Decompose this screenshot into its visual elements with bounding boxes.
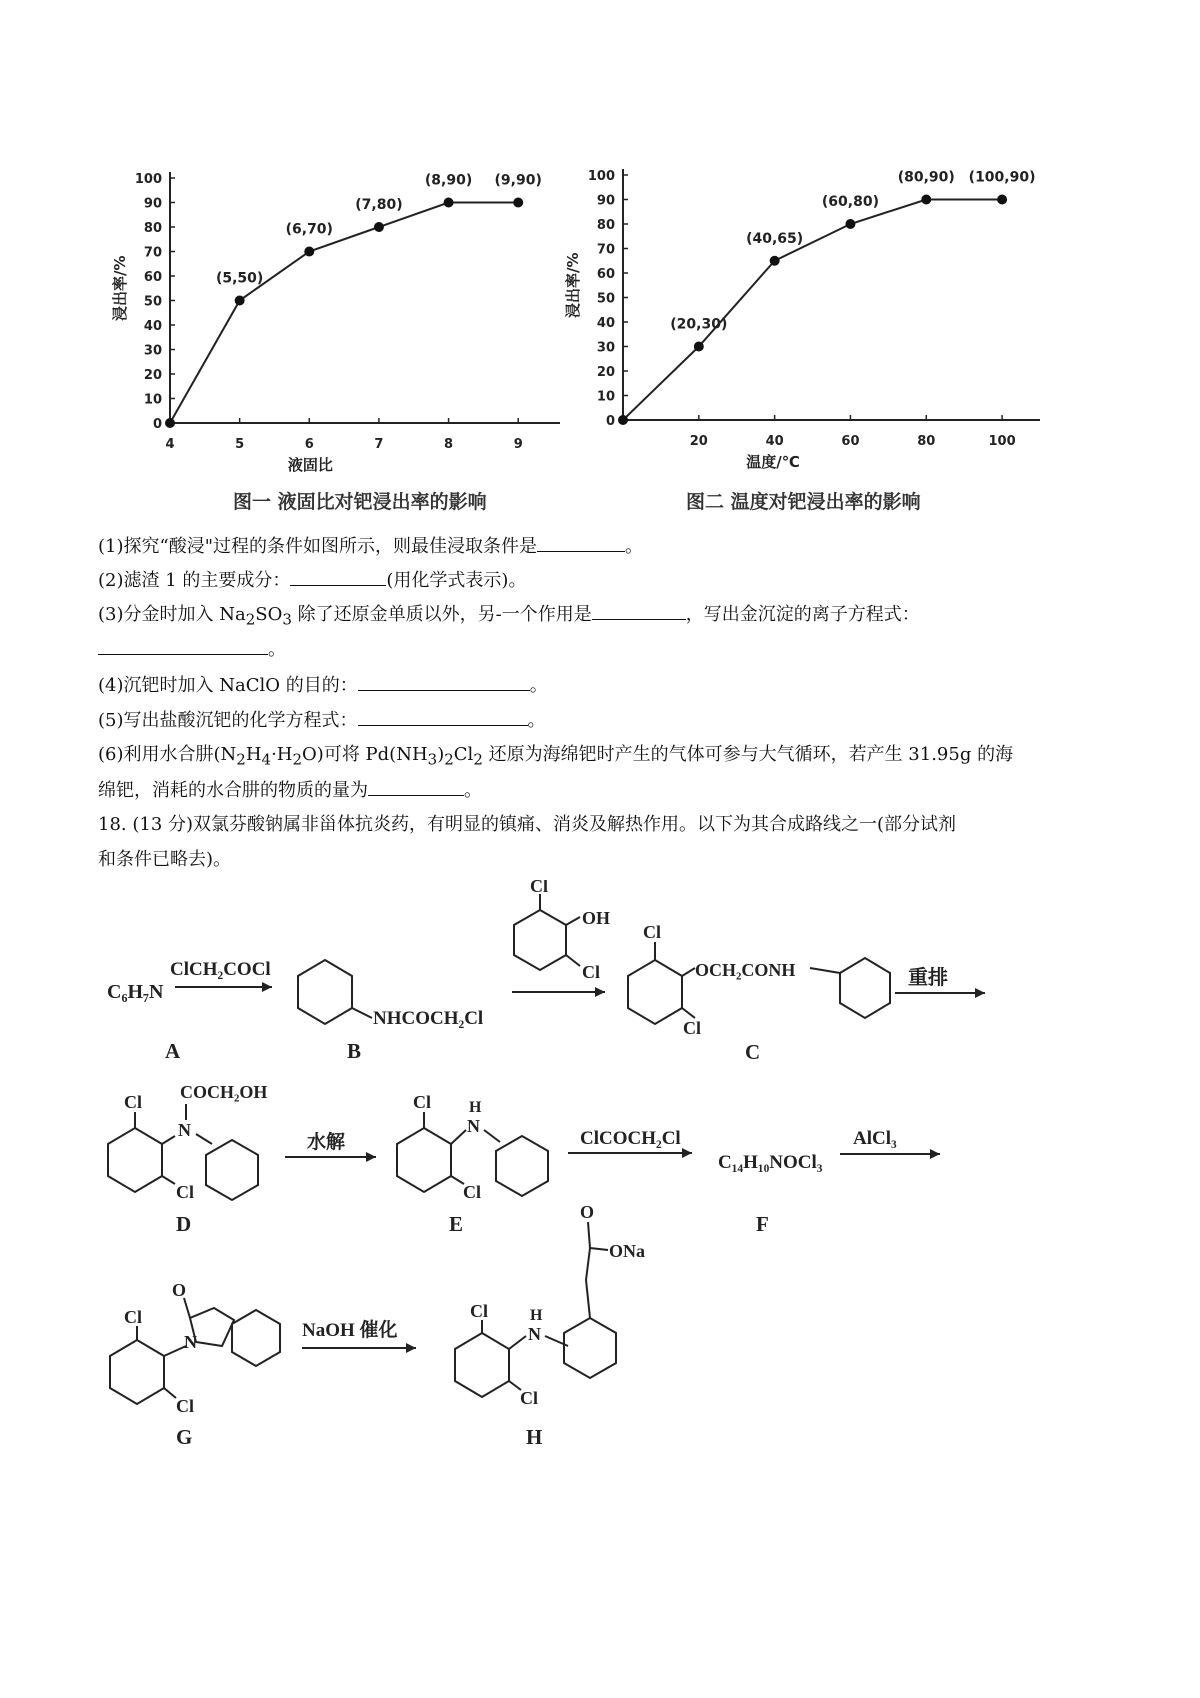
y-tick-label: 20 [596, 365, 615, 380]
compound-g-n: N [184, 1332, 197, 1352]
alcl3-label: AlCl₃ [853, 1128, 897, 1149]
y-tick-label: 60 [596, 267, 615, 282]
question-18-line-2: 和条件已略去)。 [98, 849, 232, 870]
label-e: E [449, 1212, 464, 1236]
answer-blank-4[interactable] [358, 672, 530, 691]
answer-blank-5[interactable] [358, 707, 528, 726]
x-tick-label: 20 [689, 434, 708, 449]
y-tick-label: 10 [143, 392, 162, 408]
reagent-1: ClCH₂COCl [170, 959, 271, 980]
y-tick-label: 90 [143, 196, 162, 212]
data-label: (20,30) [670, 316, 728, 333]
x-tick-label: 80 [917, 434, 936, 449]
compound-f-formula: C₁₄H₁₀NOCl₃ [718, 1152, 823, 1173]
compound-h-o: O [580, 1202, 595, 1222]
x-tick-label: 8 [444, 437, 454, 452]
compound-a-formula: C₆H₇N [107, 981, 164, 1003]
question-4: (4)沉钯时加入 NaClO 的目的： 。 [98, 672, 548, 699]
y-tick-label: 80 [143, 221, 162, 236]
data-label: (8,90) [424, 172, 473, 189]
label-b: B [347, 1039, 362, 1063]
x-tick-label: 40 [765, 434, 784, 449]
data-point [921, 195, 931, 205]
compound-h-cl-bottom: Cl [520, 1388, 538, 1408]
y-tick-label: 0 [152, 417, 162, 432]
chart-liquid-solid-ratio [100, 150, 570, 480]
y-tick-label: 40 [596, 316, 615, 331]
compound-h-cl-top: Cl [470, 1301, 488, 1321]
y-tick-label: 80 [596, 218, 615, 233]
data-label: (80,90) [897, 169, 955, 186]
y-tick-label: 30 [143, 343, 162, 359]
y-axis-label: 浸出率/% [564, 252, 582, 319]
compound-e-cl-bottom: Cl [463, 1182, 481, 1202]
x-tick-label: 5 [235, 437, 245, 452]
data-point [235, 296, 245, 306]
x-tick-label: 7 [374, 437, 384, 452]
data-label: (7,80) [355, 197, 403, 213]
answer-blank-6[interactable] [368, 777, 464, 796]
y-tick-label: 0 [605, 414, 615, 429]
data-point [304, 247, 314, 257]
x-tick-label: 6 [304, 437, 314, 452]
y-tick-label: 90 [596, 193, 615, 209]
data-label: (9,90) [494, 172, 542, 189]
compound-c-group: OCH₂CONH [695, 960, 796, 980]
chart-1-caption: 图一 液固比对钯浸出率的影响 [233, 491, 487, 513]
compound-e-cl-top: Cl [413, 1092, 431, 1112]
y-tick-label: 20 [143, 368, 162, 383]
y-tick-label: 30 [596, 340, 615, 356]
x-tick-label: 60 [841, 434, 860, 449]
series-line [170, 203, 518, 424]
naoh-catalyst-label: NaOH 催化 [302, 1320, 398, 1341]
compound-c-structure [628, 942, 890, 1024]
label-g: G [176, 1425, 193, 1449]
chart-temperature [555, 140, 1055, 480]
reagent-2: ClCOCH₂Cl [580, 1128, 681, 1149]
question-3-line-2: 。 [98, 636, 286, 663]
y-tick-label: 40 [143, 319, 162, 334]
compound-d-group: COCH₂OH [180, 1082, 268, 1102]
chart-2-caption: 图二 温度对钯浸出率的影响 [686, 491, 921, 513]
compound-b-group: NHCOCH₂Cl [373, 1008, 484, 1029]
data-point [618, 415, 628, 425]
data-point [444, 198, 454, 208]
compound-d-cl-bottom: Cl [176, 1182, 194, 1202]
y-tick-label: 50 [143, 294, 162, 310]
x-axis-label: 液固比 [287, 456, 333, 474]
data-label: (60,80) [821, 194, 880, 210]
synthesis-scheme [0, 880, 1200, 1600]
label-a: A [165, 1039, 181, 1063]
data-point [513, 198, 523, 208]
y-tick-label: 100 [587, 169, 615, 184]
compound-e-n: N [467, 1116, 480, 1136]
hydrolysis-label: 水解 [307, 1132, 346, 1153]
data-point [374, 222, 384, 232]
y-tick-label: 50 [596, 291, 615, 307]
question-3: (3)分金时加入 $Na_2SO_3$ 除了还原金单质以外，另-一个作用是 ，写出金沉淀的离子方程式： [98, 601, 920, 633]
y-tick-label: 70 [596, 242, 615, 258]
compound-d-cl-top: Cl [124, 1092, 142, 1112]
data-point [165, 418, 175, 428]
y-tick-label: 100 [134, 172, 162, 187]
chart-2-svg [555, 140, 1055, 480]
synthesis-scheme-svg [0, 880, 1200, 1600]
data-point [770, 256, 780, 266]
dichlorophenol-structure [514, 894, 580, 970]
compound-d-n: N [178, 1120, 191, 1140]
compound-h-ona: ONa [609, 1241, 645, 1261]
data-point [845, 219, 855, 229]
compound-g-o: O [172, 1280, 187, 1300]
answer-blank-2[interactable] [290, 567, 386, 586]
label-f: F [756, 1212, 769, 1236]
data-label: (100,90) [968, 169, 1036, 186]
y-tick-label: 10 [596, 389, 615, 405]
x-tick-label: 4 [165, 437, 175, 452]
compound-e-h: H [469, 1099, 482, 1116]
answer-blank-3b[interactable] [98, 636, 268, 655]
data-label: (5,50) [215, 270, 264, 287]
question-1: (1)探究“酸浸"过程的条件如图所示，则最佳浸取条件是 。 [98, 533, 643, 560]
question-5: (5)写出盐酸沉钯的化学方程式： 。 [98, 707, 546, 734]
x-axis-label: 温度/℃ [746, 453, 800, 471]
chart-1-svg [100, 150, 570, 480]
compound-g-cl-top: Cl [124, 1307, 142, 1327]
x-tick-label: 100 [988, 434, 1016, 449]
y-axis-label: 浸出率/% [111, 255, 129, 322]
data-label: (6,70) [285, 221, 333, 238]
question-6: (6)利用水合肼$(N_2H_4\cdot H_2O)$可将 $Pd(NH_3)_2Cl_2$ 还原为海绵钯时产生的气体可参与大气循环，若产生 31.95g 的海 [98, 744, 1014, 769]
answer-blank-1[interactable] [537, 533, 625, 552]
phenol-cl-top: Cl [530, 880, 548, 896]
x-tick-label: 9 [513, 437, 523, 452]
data-label: (40,65) [746, 230, 804, 247]
compound-h-n: N [528, 1324, 541, 1344]
question-2: (2)滤渣 1 的主要成分： (用化学式表示)。 [98, 567, 526, 594]
compound-c-cl-top: Cl [643, 922, 661, 942]
series-line [623, 200, 1002, 421]
compound-g-cl-bottom: Cl [176, 1396, 194, 1416]
compound-h-h: H [530, 1307, 543, 1324]
compound-b-structure [298, 960, 372, 1024]
y-tick-label: 60 [143, 270, 162, 285]
label-d: D [176, 1212, 192, 1236]
answer-blank-3a[interactable] [592, 601, 686, 620]
data-point [694, 342, 704, 352]
question-18-line-1: 18. (13 分)双氯芬酸钠属非甾体抗炎药，有明显的镇痛、消炎及解热作用。以下为其合成路线之一(部分试剂 [98, 814, 957, 835]
phenol-oh: OH [582, 908, 611, 928]
phenol-cl-bottom: Cl [582, 962, 600, 982]
y-tick-label: 70 [143, 245, 162, 261]
label-c: C [745, 1040, 761, 1064]
question-6-line-2: 绵钯，消耗的水合肼的物质的量为 。 [98, 777, 482, 804]
label-h: H [526, 1425, 543, 1449]
compound-c-cl-bottom: Cl [683, 1018, 701, 1038]
rearrangement-label: 重排 [908, 967, 948, 989]
data-point [997, 195, 1007, 205]
